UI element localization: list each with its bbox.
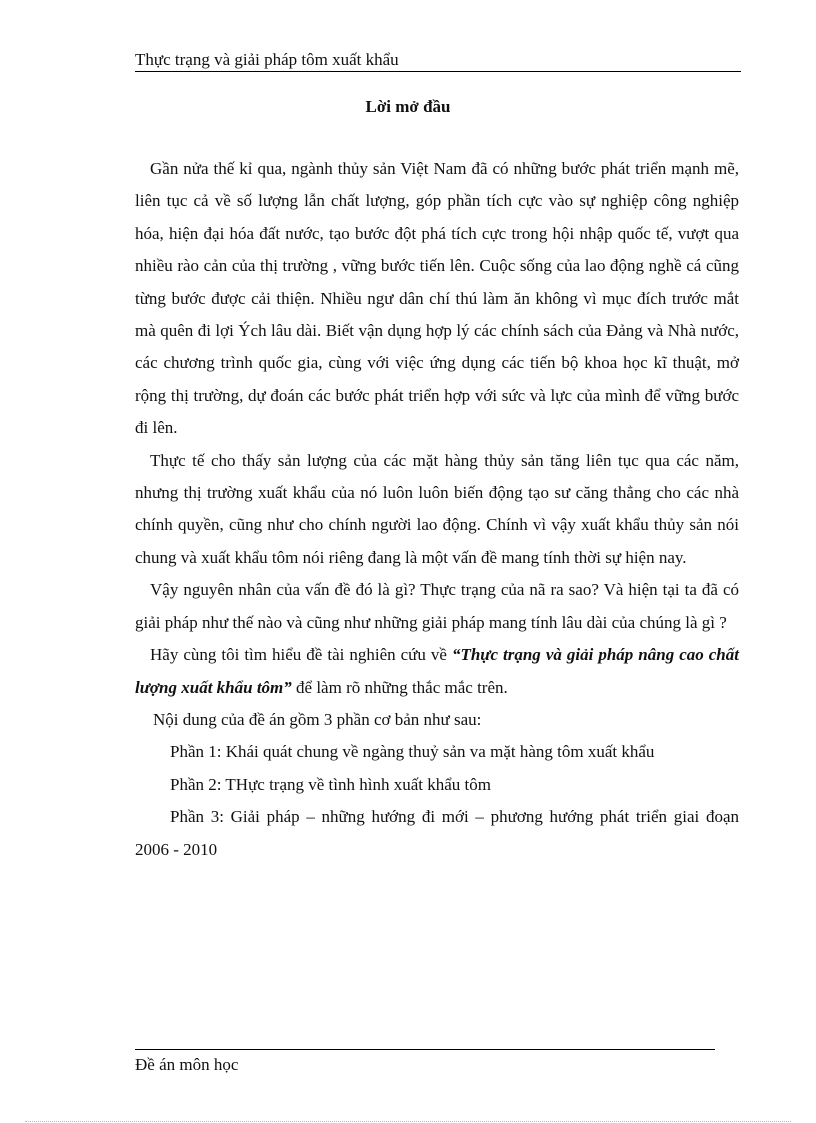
paragraph-4 <box>135 639 739 704</box>
paragraph-2: Thực tế cho thấy sản lượng của các mặt hàng thủy sản tăng liên tục qua các năm, nhưng thị trường xuất khẩu của nó luôn luôn biến động tạo sư căng thẳng cho các nhà chính quyền, cũng như cho chính người lao động. Chính vì vậy xuất khẩu thủy sản nói chung và xuất khẩu tôm nói riêng đang là một vấn đề mang tính thời sự hiện nay. <box>135 450 739 567</box>
page-title: Lời mở đầu <box>365 97 451 116</box>
paragraph-5: Nội dung của đề án gồm 3 phần cơ bản như sau: <box>153 709 482 729</box>
part-2-item: Phần 2: THực trạng về tình hình xuất khẩu tôm <box>170 774 491 794</box>
page-header: Thực trạng và giải pháp tôm xuất khẩu <box>135 50 741 72</box>
paragraph-4-intro: Hãy cùng tôi tìm hiểu đề tài nghiên cứu về <box>150 645 452 665</box>
footer-divider <box>135 1049 715 1050</box>
document-body <box>135 153 739 866</box>
paragraph-1: Gần nửa thế kỉ qua, ngành thủy sản Việt Nam đã có những bước phát triển mạnh mẽ, liên tục cả về số lượng lẫn chất lượng, góp phần tích cực vào sự nghiệp công nghiệp hóa, hiện đại hóa đất nước, tạo bước đột phá tích cực trong hội nhập quốc tế, vượt qua nhiều rào cản của thị trường , vững bước tiến lên. Cuộc sống của lao động nghề cá cũng từng bước được cải thiện. Nhiều ngư dân chí thú làm ăn không vì mục đích trước mắt mà quên đi lợi Ých lâu dài. Biết vận dụng hợp lý các chính sách của Đảng và Nhà nước, các chương trình quốc gia, cùng với việc ứng dụng các tiến bộ khoa học kĩ thuật, mở rộng thị trường, dự đoán các bước phát triển hợp với sức và lực của mình để vững bước đi lên. <box>135 159 739 438</box>
paragraph-3: Vậy nguyên nhân của vấn đề đó là gì? Thực trạng của nã ra sao? Và hiện tại ta đã có giải pháp như thế nào và cũng như những giải pháp mang tính lâu dài của chúng là gì ? <box>135 580 739 632</box>
paragraph-4-topic: “Thực trạng và giải pháp nâng cao chất lượng xuất khẩu tôm” <box>135 645 739 697</box>
part-1-item: Phần 1: Khái quát chung về ngàng thuỷ sản va mặt hàng tôm xuất khẩu <box>170 742 655 762</box>
page-edge-divider <box>25 1121 791 1122</box>
paragraph-4-outro: để làm rõ những thắc mắc trên. <box>291 677 508 697</box>
part-3-item: Phần 3: Giải pháp – những hướng đi mới – phương hướng phát triển giai đoạn 2006 - 2010 <box>135 807 739 859</box>
page-footer: Đề án môn học <box>135 1055 239 1074</box>
